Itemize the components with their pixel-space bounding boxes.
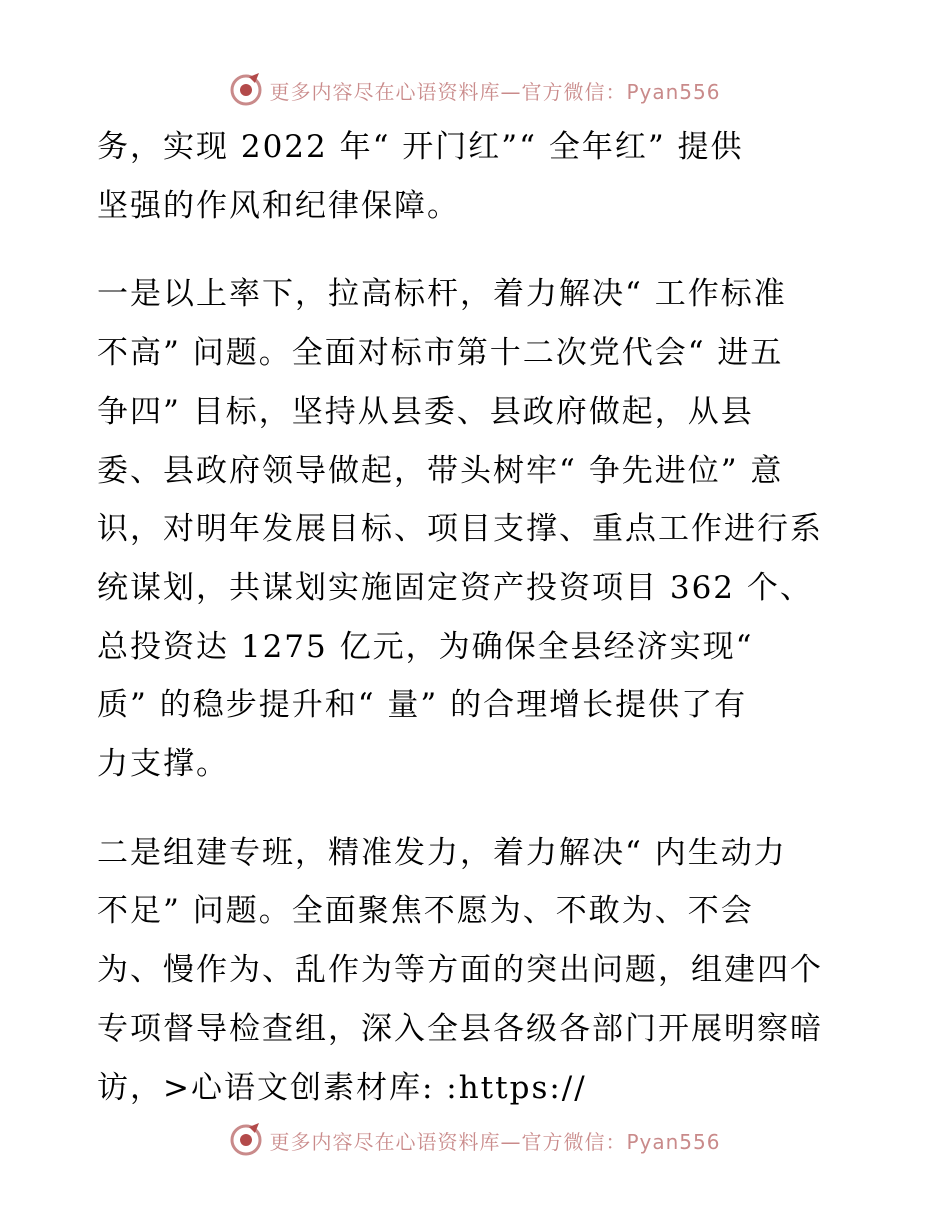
paragraph [97,265,857,793]
text-line: 识，对明年发展目标、项目支撑、重点工作进行系 [97,511,823,548]
text-line: 一是以上率下，拉高标杆，着力解决“ 工作标准 [97,276,787,313]
footer-watermark-banner [0,1120,950,1160]
text-line: 为、慢作为、乱作为等方面的突出问题，组建四个 [97,952,823,989]
text-line: 质” 的稳步提升和“ 量” 的合理增长提供了有 [97,687,748,724]
header-watermark-banner [0,70,950,110]
text-line: 务，实现 2022 年“ 开门红”“ 全年红” 提供 [97,129,744,165]
watermark-text: 更多内容尽在心语资料库—官方微信：Pyan556 [269,1129,721,1154]
paragraph [97,824,857,1118]
text-line: 争四” 目标，坚持从县委、县政府做起，从县 [97,393,754,430]
text-line: 专项督导检查组，深入全县各级各部门开展明察暗 [97,1010,823,1047]
brand-logo-icon [229,1123,263,1157]
text-line: 不足” 问题。全面聚焦不愿为、不敢为、不会 [97,893,754,930]
text-line: 统谋划，共谋划实施固定资产投资项目 362 个、 [97,569,813,606]
document-body [97,118,857,1117]
text-line: 力支撑。 [97,746,229,783]
paragraph [97,118,857,235]
text-line: 总投资达 1275 亿元，为确保全县经济实现“ [97,628,754,665]
text-line: 坚强的作风和纪律保障。 [97,187,460,224]
text-line: 访，>心语文创素材库: :https:// [97,1069,587,1106]
watermark-text: 更多内容尽在心语资料库—官方微信：Pyan556 [269,79,721,104]
text-line: 二是组建专班，精准发力，着力解决“ 内生动力 [97,834,787,871]
text-line: 委、县政府领导做起，带头树牢“ 争先进位” 意 [97,452,784,489]
brand-logo-icon [229,73,263,107]
text-line: 不高” 问题。全面对标市第十二次党代会“ 进五 [97,335,784,372]
